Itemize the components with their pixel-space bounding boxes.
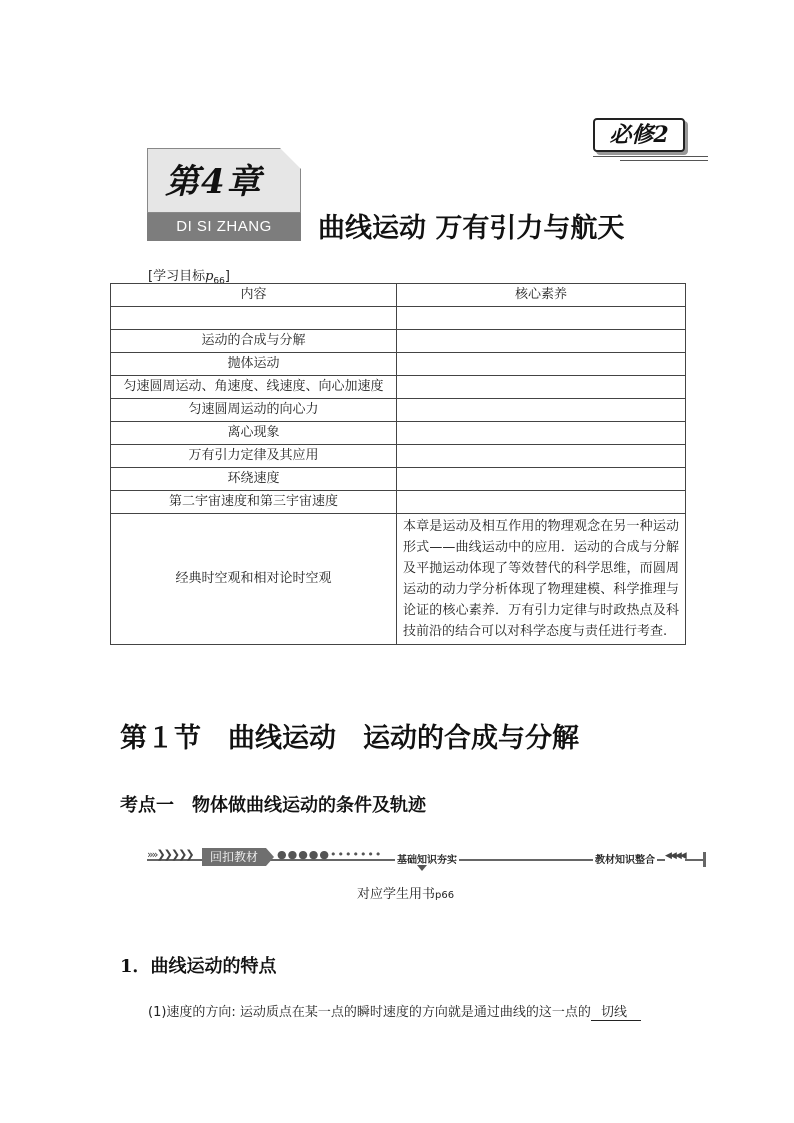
table-cell: 环绕速度 bbox=[111, 468, 397, 491]
table-row bbox=[111, 376, 686, 399]
table-row bbox=[111, 468, 686, 491]
table-cell-empty bbox=[397, 399, 686, 422]
badge-underline bbox=[593, 156, 708, 157]
tag-arrow-icon bbox=[266, 848, 274, 866]
chevrons-right-icon: »»❯❯❯❯❯ bbox=[147, 848, 193, 861]
chapter-corner-fold bbox=[280, 148, 301, 169]
paragraph: (1)速度的方向: 运动质点在某一点的瞬时速度的方向就是通过曲线的这一点的 切线 bbox=[148, 1001, 641, 1021]
table-cell-empty bbox=[397, 491, 686, 514]
table-row bbox=[111, 422, 686, 445]
table-cell-empty bbox=[397, 330, 686, 353]
header-content: 内容 bbox=[111, 284, 397, 307]
table-cell: 匀速圆周运动的向心力 bbox=[111, 399, 397, 422]
table-cell: 运动的合成与分解 bbox=[111, 330, 397, 353]
point-heading: 1．曲线运动的特点 bbox=[120, 956, 277, 977]
review-ribbon bbox=[147, 848, 707, 868]
review-tag: 回扣教材 bbox=[202, 848, 266, 866]
table-header-row bbox=[111, 284, 686, 307]
table-row bbox=[111, 491, 686, 514]
table-cell: 第二宇宙速度和第三宇宙速度 bbox=[111, 491, 397, 514]
objective-table bbox=[110, 283, 686, 645]
table-cell bbox=[111, 307, 397, 330]
table-cell-empty bbox=[397, 422, 686, 445]
table-cell-empty bbox=[397, 468, 686, 491]
chapter-title: 第4章 bbox=[165, 162, 263, 202]
table-cell-empty bbox=[397, 376, 686, 399]
table-row bbox=[111, 307, 686, 330]
header-core-literacy: 核心素养 bbox=[397, 284, 686, 307]
table-cell-empty bbox=[397, 445, 686, 468]
table-cell: 离心现象 bbox=[111, 422, 397, 445]
core-literacy-summary: 本章是运动及相互作用的物理观念在另一种运动形式——曲线运动中的应用．运动的合成与分解及平抛运动体现了等效替代的科学思维，而圆周运动的动力学分析体现了物理建模、科学推理与论证的核心素养．万有引力定律与时政热点及科技前沿的结合可以对科学态度与责任进行考查. bbox=[397, 514, 686, 645]
arrows-left-icon: ◀◀◀◀ bbox=[665, 851, 685, 861]
module-badge: 必修2 bbox=[593, 118, 685, 152]
topic-title: 考点一 物体做曲线运动的条件及轨迹 bbox=[120, 795, 426, 816]
table-cell: 匀速圆周运动、角速度、线速度、向心加速度 bbox=[111, 376, 397, 399]
table-cell-empty bbox=[397, 353, 686, 376]
dots-icon: ●●●●●••••••• bbox=[277, 848, 383, 861]
ribbon-end-cap bbox=[703, 852, 706, 867]
fill-blank-answer: 切线 bbox=[591, 1001, 641, 1021]
chapter-pinyin: DI SI ZHANG bbox=[147, 213, 301, 241]
textbook-reference: 对应学生用书p66 bbox=[357, 887, 455, 902]
ribbon-right-label: 教材知识整合 bbox=[593, 851, 657, 866]
table-row bbox=[111, 445, 686, 468]
table-row bbox=[111, 514, 686, 645]
table-cell: 万有引力定律及其应用 bbox=[111, 445, 397, 468]
section-title: 第１节 曲线运动 运动的合成与分解 bbox=[120, 723, 579, 754]
table-row bbox=[111, 330, 686, 353]
pointer-down-icon bbox=[417, 865, 427, 871]
table-row bbox=[111, 399, 686, 422]
table-cell: 抛体运动 bbox=[111, 353, 397, 376]
table-row bbox=[111, 353, 686, 376]
ribbon-middle-label: 基础知识夯实 bbox=[395, 851, 459, 866]
table-cell: 经典时空观和相对论时空观 bbox=[111, 514, 397, 645]
table-cell-empty bbox=[397, 307, 686, 330]
badge-underline-2 bbox=[620, 160, 708, 161]
chapter-heading: 曲线运动 万有引力与航天 bbox=[318, 213, 625, 244]
objective-label: [学习目标$p_{66}$] bbox=[148, 269, 230, 287]
